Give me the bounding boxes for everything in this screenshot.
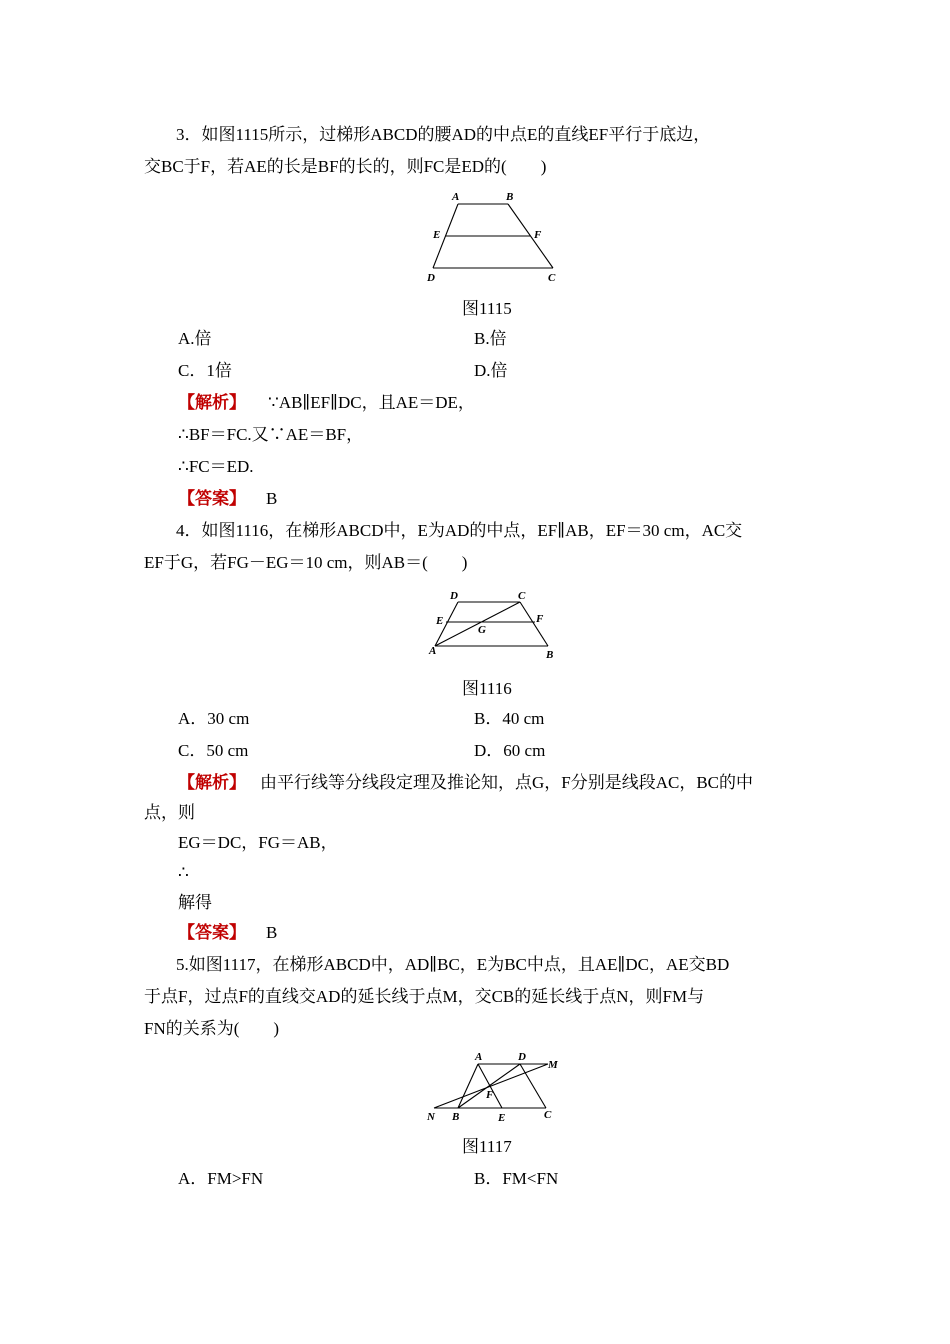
q4-option-c: C．50 cm: [178, 741, 249, 760]
fig1117-label-n: N: [427, 1111, 435, 1123]
figure-1117: [420, 1048, 570, 1128]
fig1115-label-b: B: [506, 191, 514, 203]
fig1117-label-m: M: [548, 1059, 558, 1071]
q4-stem-line1: 4．如图1116，在梯形ABCD中，E为AD的中点，EF∥AB，EF＝30 cm，AC交: [176, 521, 743, 540]
q5-stem-line3: FN的关系为( ): [144, 1019, 280, 1038]
fig1116-label-b: B: [546, 649, 554, 661]
fig1116-label-g: G: [478, 624, 486, 636]
q4-option-d: D．60 cm: [474, 741, 546, 760]
fig1117-label-a: A: [475, 1051, 483, 1063]
q4-analysis-line2: 点，则: [144, 803, 195, 822]
fig1117-diagonal-bd: [458, 1064, 520, 1108]
q4-answer-tag: 【答案】: [178, 923, 246, 942]
q4-stem-line2: EF于G，若FG－EG＝10 cm，则AB＝( ): [144, 553, 468, 572]
q3-stem-line2: 交BC于F，若AE的长是BF的长的，则FC是ED的( ): [144, 157, 547, 176]
q3-answer-row: [178, 488, 277, 510]
fig1115-label-c: C: [548, 272, 556, 284]
fig1116-label-d: D: [450, 590, 458, 602]
fig1116-label-a: A: [429, 645, 437, 657]
q4-answer-row: [178, 922, 277, 944]
q4-analysis-line4: ∴: [178, 863, 189, 882]
fig1115-label-a: A: [452, 191, 460, 203]
q5-stem-line2: 于点F，过点F的直线交AD的延长线于点M，交CB的延长线于点N，则FM与: [144, 987, 705, 1006]
q4-analysis-row: [178, 772, 753, 794]
fig1117-label-b: B: [452, 1111, 460, 1123]
q5-figure-caption: 图1117: [462, 1137, 512, 1156]
fig1117-line-nm: [434, 1064, 548, 1108]
fig1117-label-c: C: [544, 1109, 552, 1121]
fig1117-edge-dc: [520, 1064, 546, 1108]
fig1116-label-f: F: [536, 613, 544, 625]
q3-analysis-line2: ∴BF＝FC.又∵AE＝BF，: [178, 425, 364, 444]
q5-option-b: B．FM<FN: [474, 1169, 559, 1188]
q3-figure-caption: 图1115: [462, 299, 512, 318]
q4-analysis-line1: 由平行线等分线段定理及推论知，点G，F分别是线段AC，BC的中: [260, 773, 754, 792]
q5-stem-line1: 5.如图1117，在梯形ABCD中，AD∥BC，E为BC中点，且AE∥DC，AE交BD: [176, 955, 730, 974]
fig1116-label-c: C: [518, 590, 526, 602]
q3-analysis-line1: ∵AB∥EF∥DC，且AE＝DE，: [268, 393, 475, 412]
fig1117-label-f: F: [486, 1089, 494, 1101]
q3-option-d: D.倍: [474, 361, 508, 380]
fig1116-label-e: E: [436, 615, 444, 627]
fig1115-label-e: E: [433, 229, 441, 241]
q4-option-a: A．30 cm: [178, 709, 250, 728]
q4-answer: B: [266, 923, 278, 942]
q3-stem-line1: 3．如图1115所示，过梯形ABCD的腰AD的中点E的直线EF平行于底边，: [176, 125, 711, 144]
q4-option-b: B．40 cm: [474, 709, 545, 728]
q3-analysis-tag: 【解析】: [178, 393, 246, 412]
q3-option-b: B.倍: [474, 329, 507, 348]
fig1117-label-e: E: [498, 1112, 506, 1124]
q3-option-a: A.倍: [178, 329, 212, 348]
q3-analysis-line3: ∴FC＝ED.: [178, 457, 254, 476]
q3-answer-tag: 【答案】: [178, 489, 246, 508]
q4-analysis-line3: EG＝DC，FG＝AB，: [178, 833, 338, 852]
fig1115-label-f: F: [534, 229, 542, 241]
q4-analysis-line5: 解得: [178, 893, 212, 912]
q4-analysis-tag: 【解析】: [178, 773, 246, 792]
figure-1115: [420, 186, 570, 286]
fig1116-edge-cb: [520, 602, 548, 646]
q4-figure-caption: 图1116: [462, 679, 512, 698]
figure-1116: [420, 586, 570, 666]
q3-answer: B: [266, 489, 278, 508]
q3-analysis-row: [178, 392, 475, 414]
q3-option-c: C．1倍: [178, 361, 232, 380]
fig1115-label-d: D: [427, 272, 435, 284]
q5-option-a: A．FM>FN: [178, 1169, 264, 1188]
fig1117-label-d: D: [518, 1051, 526, 1063]
